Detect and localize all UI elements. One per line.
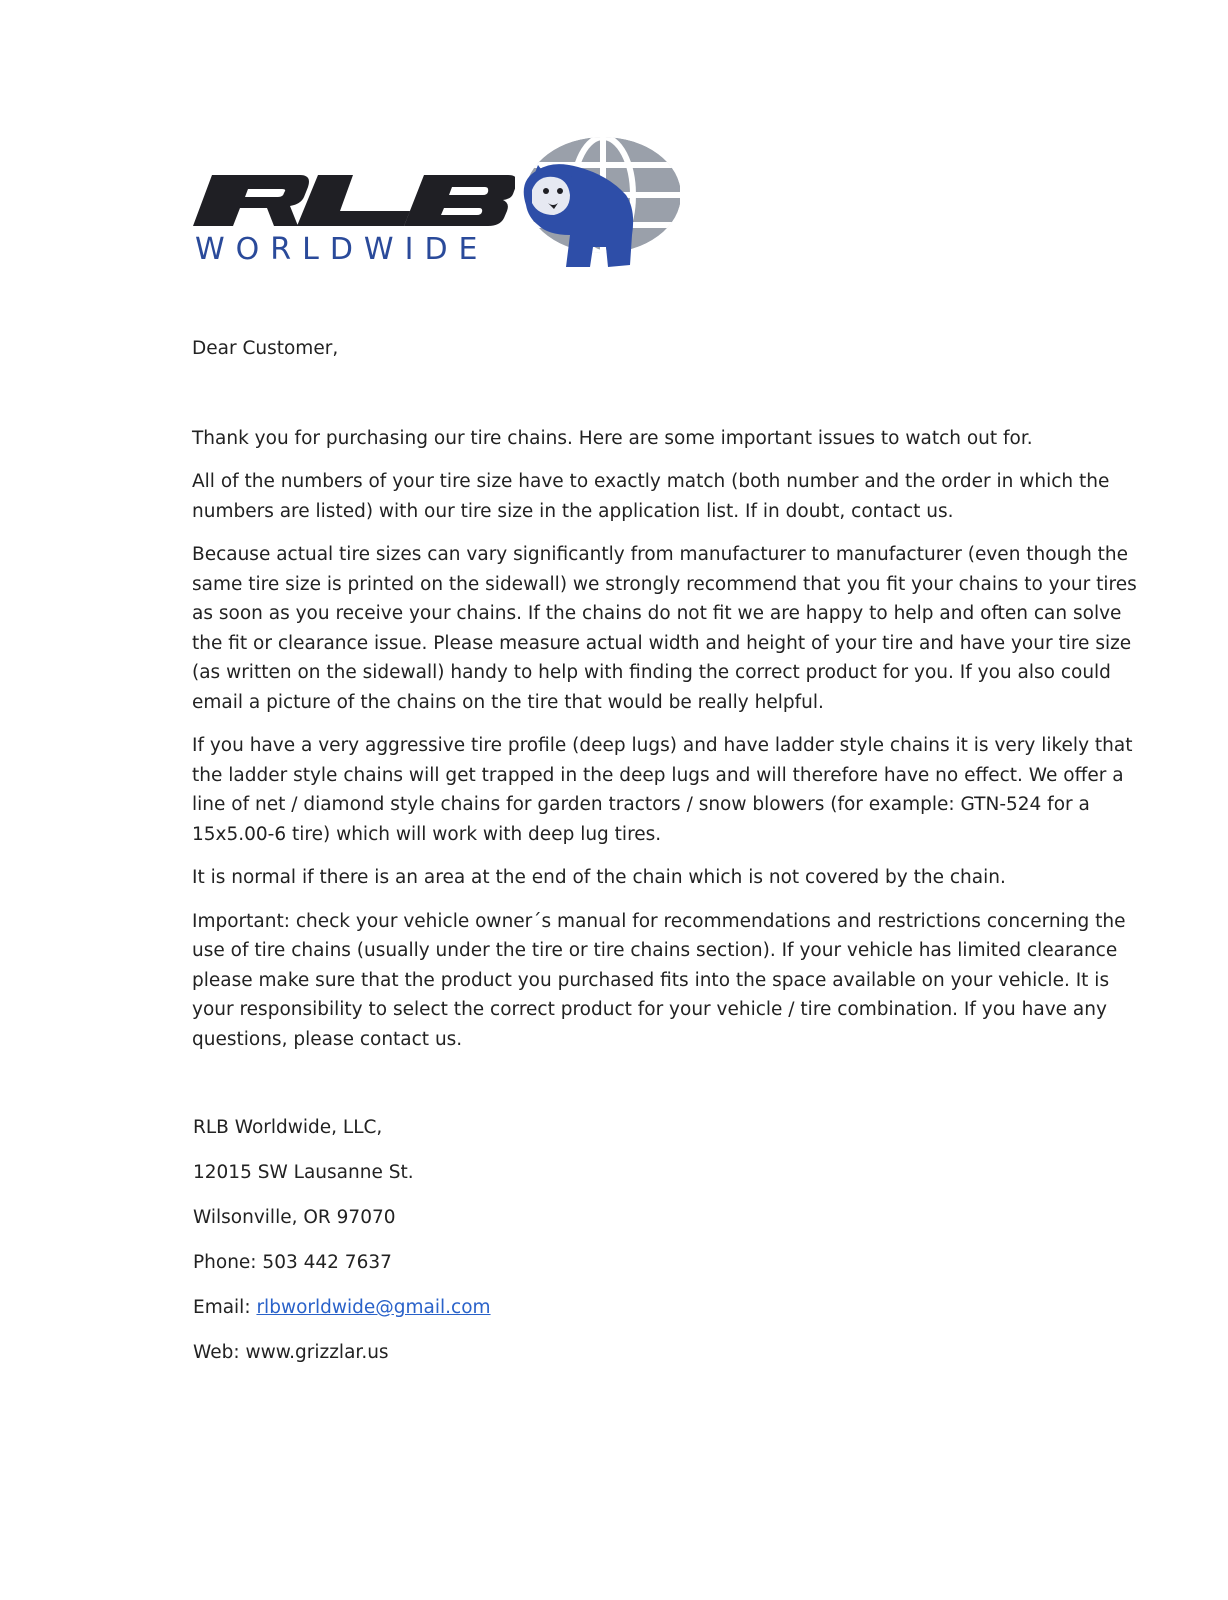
logo-wordmark (190, 173, 515, 228)
letter-body (192, 334, 1137, 1054)
bear-globe-icon (508, 135, 680, 275)
paragraph-uncovered-area: It is normal if there is an area at the end of the chain which is not covered by the chain. (192, 867, 1006, 888)
rlb-wordmark-icon (190, 173, 515, 228)
website: Web: www.grizzlar.us (193, 1342, 389, 1363)
phone-number: Phone: 503 442 7637 (193, 1252, 392, 1273)
paragraph-tire-size-match: All of the numbers of your tire size have to exactly match (both number and the order in which the numbers are listed) with our tire size in the application list. If in doubt, contact us. (192, 471, 1110, 522)
salutation: Dear Customer, (192, 338, 339, 359)
paragraph-fit-chains: Because actual tire sizes can vary significantly from manufacturer to manufacturer (even though the same tire size is printed on the sidewall) we strongly recommend that you fit your chains to your tires as soon as you receive your chains. If the chains do not fit we are happy to help and often can solve the fit or clearance issue. Please measure actual width and height of your tire and have your tire size (as written on the sidewall) handy to help with finding the correct product for you. If you also could email a picture of the chains on the tire that would be really helpful. (192, 544, 1137, 713)
paragraph-aggressive-profile: If you have a very aggressive tire profile (deep lugs) and have ladder style chains it is very likely that the ladder style chains will get trapped in the deep lugs and will therefore have no effect. We offer a line of net / diamond style chains for garden tractors / snow blowers (for example: GTN-524 for a 15x5.00-6 tire) which will work with deep lug tires. (192, 735, 1133, 845)
email-label: Email: (193, 1297, 257, 1318)
paragraph-important: Important: check your vehicle owner´s manual for recommendations and restrictions concerning the use of tire chains (usually under the tire or tire chains section). If your vehicle has limited clearance please make sure that the product you purchased fits into the space available on your vehicle. It is your responsibility to select the correct product for your vehicle / tire combination. If you have any questions, please contact us. (192, 910, 1126, 1050)
logo-tagline: WORLDWIDE (195, 232, 489, 267)
city-state-zip: Wilsonville, OR 97070 (193, 1207, 396, 1228)
street-address: 12015 SW Lausanne St. (193, 1162, 414, 1183)
email-link[interactable]: rlbworldwide@gmail.com (256, 1297, 491, 1318)
contact-block (193, 1113, 491, 1383)
paragraph-intro: Thank you for purchasing our tire chains. Here are some important issues to watch out for. (192, 427, 1033, 449)
email-line (193, 1293, 491, 1323)
globe-bear-emblem (508, 135, 680, 275)
company-logo (190, 135, 690, 275)
company-name: RLB Worldwide, LLC, (193, 1117, 383, 1138)
